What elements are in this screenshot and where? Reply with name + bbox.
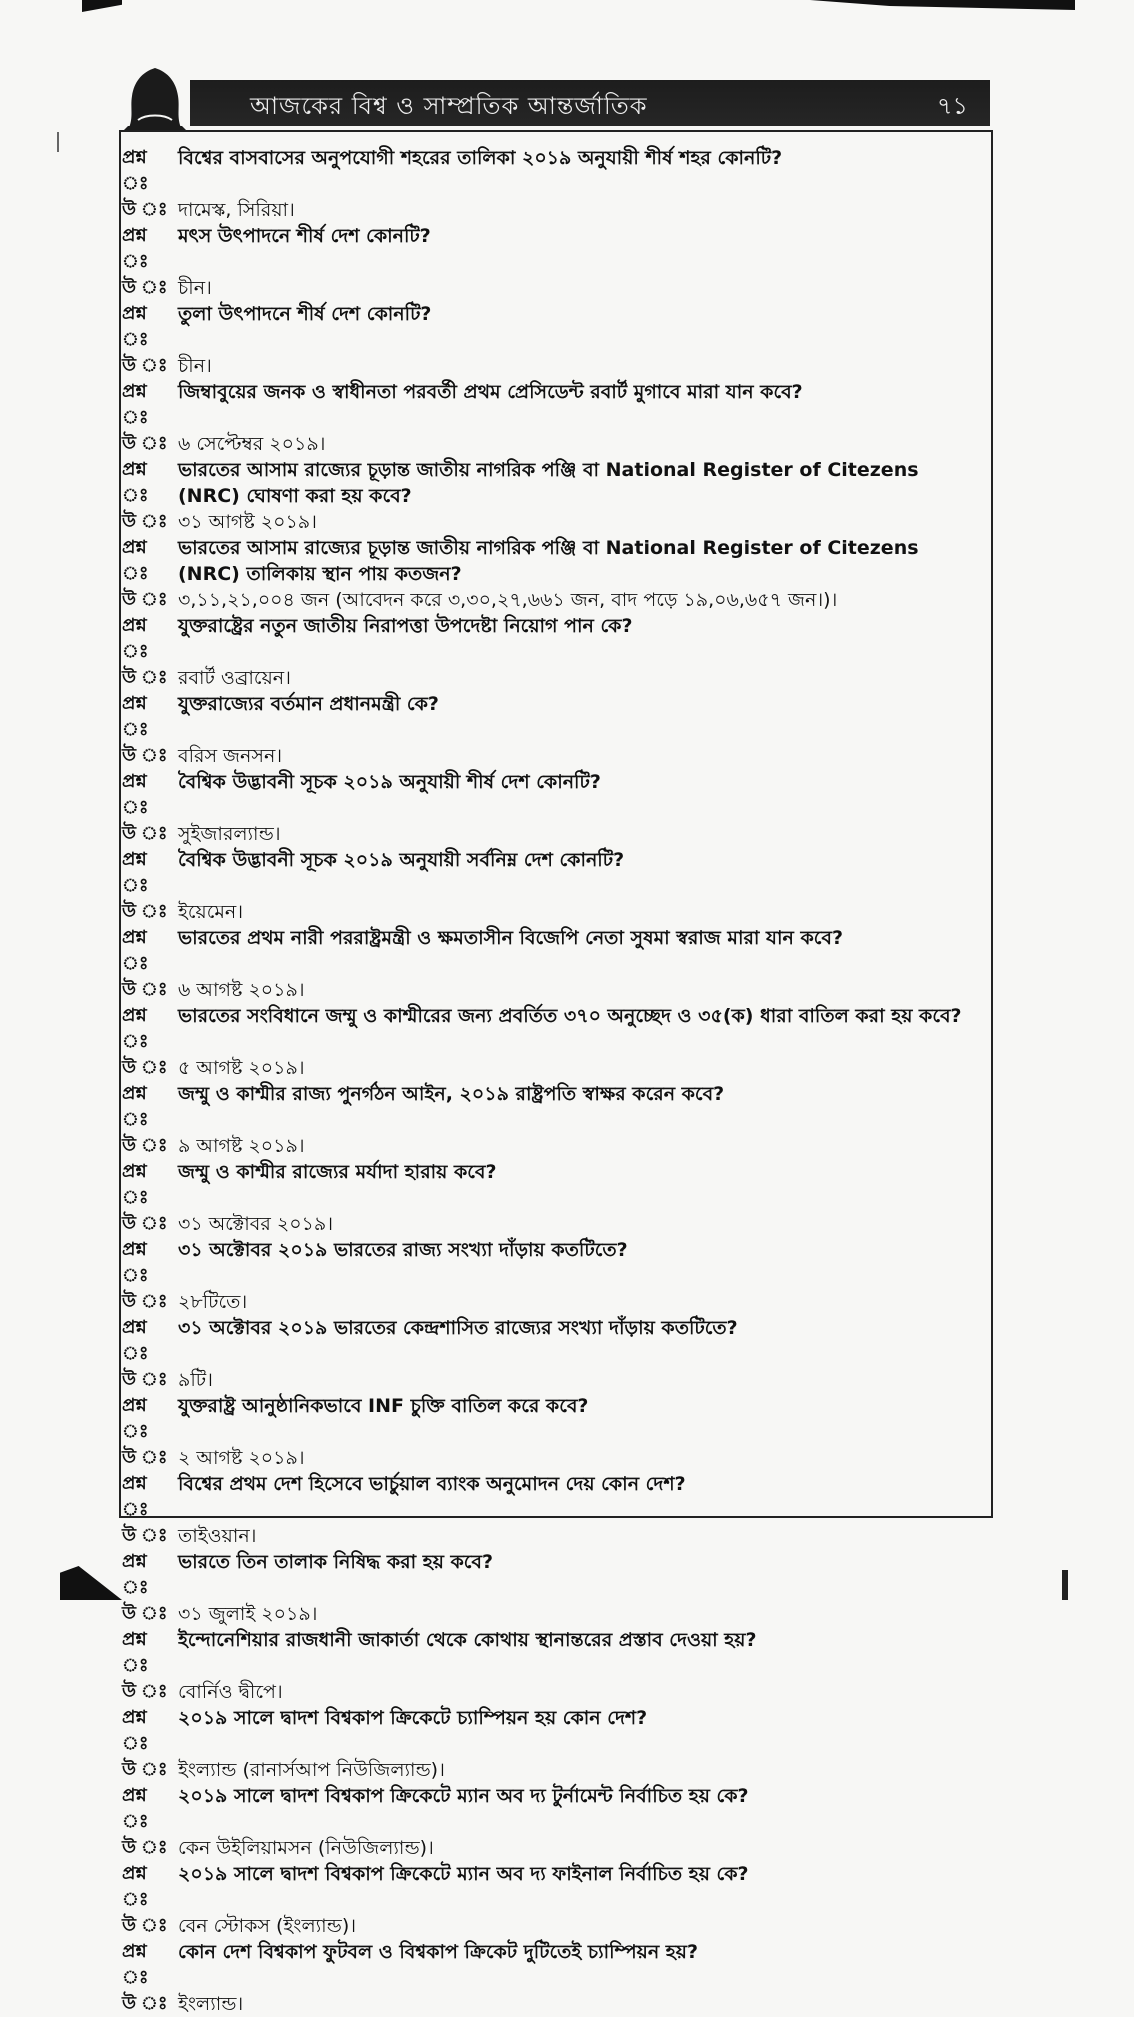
answer-marker: উ ঃ — [122, 511, 168, 532]
book-emblem-icon — [120, 64, 190, 136]
question-marker: প্রশ্ন ঃ — [122, 303, 149, 350]
question-row — [122, 1081, 982, 1133]
question-marker: প্রশ্ন ঃ — [122, 1629, 149, 1676]
answer-row — [122, 1991, 982, 2017]
question-marker: প্রশ্ন ঃ — [122, 147, 149, 194]
answer-marker: উ ঃ — [122, 1213, 168, 1234]
answer-marker: উ ঃ — [122, 1369, 168, 1390]
answer-marker: উ ঃ — [122, 277, 168, 298]
question-marker: প্রশ্ন ঃ — [122, 615, 149, 662]
question-marker: প্রশ্ন ঃ — [122, 1551, 149, 1598]
answer-marker: উ ঃ — [122, 1603, 168, 1624]
answer-row — [122, 1835, 982, 1861]
question-marker: প্রশ্ন ঃ — [122, 1941, 149, 1988]
answer-marker: উ ঃ — [122, 1135, 168, 1156]
answer-row — [122, 1211, 982, 1237]
question-text: জিম্বাবুয়ের জনক ও স্বাধীনতা পরবর্তী প্রথম প্রেসিডেন্ট রবার্ট মুগাবে মারা যান কবে? — [178, 381, 803, 403]
answer-text: কেন উইলিয়ামসন (নিউজিল্যান্ড)। — [178, 1837, 434, 1859]
answer-text: ২ আগষ্ট ২০১৯। — [178, 1447, 305, 1469]
question-row — [122, 1627, 982, 1679]
answer-text: ২৮টিতে। — [178, 1291, 248, 1313]
answer-text: ৩,১১,২১,০০৪ জন (আবেদন করে ৩,৩০,২৭,৬৬১ জন, বাদ পড়ে ১৯,০৬,৬৫৭ জন।)। — [178, 589, 838, 611]
answer-marker: উ ঃ — [122, 1837, 168, 1858]
answer-marker: উ ঃ — [122, 433, 168, 454]
question-text: ইন্দোনেশিয়ার রাজধানী জাকার্তা থেকে কোথায় স্থানান্তরের প্রস্তাব দেওয়া হয়? — [178, 1629, 757, 1651]
question-row — [122, 769, 982, 821]
question-marker: প্রশ্ন ঃ — [122, 1161, 149, 1208]
answer-text: ইংল্যান্ড। — [178, 1993, 244, 2015]
answer-marker: উ ঃ — [122, 1525, 168, 1546]
answer-text: ইংল্যান্ড (রানার্সআপ নিউজিল্যান্ড)। — [178, 1759, 445, 1781]
question-row — [122, 1003, 982, 1055]
question-row — [122, 925, 982, 977]
question-row — [122, 1237, 982, 1289]
question-marker: প্রশ্ন ঃ — [122, 459, 149, 506]
question-marker: প্রশ্ন ঃ — [122, 1005, 149, 1052]
answer-row — [122, 1523, 982, 1549]
question-row — [122, 301, 982, 353]
answer-marker: উ ঃ — [122, 199, 168, 220]
answer-row — [122, 665, 982, 691]
answer-text: ৯ আগষ্ট ২০১৯। — [178, 1135, 305, 1157]
answer-row — [122, 1367, 982, 1393]
question-text: যুক্তরাষ্ট্রের নতুন জাতীয় নিরাপত্তা উপদেষ্টা নিয়োগ পান কে? — [178, 615, 633, 637]
answer-marker: উ ঃ — [122, 1057, 168, 1078]
question-marker: প্রশ্ন ঃ — [122, 1083, 149, 1130]
answer-row — [122, 587, 982, 613]
answer-text: দামেস্ক, সিরিয়া। — [178, 199, 295, 221]
question-marker: প্রশ্ন ঃ — [122, 1863, 149, 1910]
scan-shadow-bottom-left — [60, 1566, 122, 1600]
answer-marker: উ ঃ — [122, 355, 168, 376]
question-text: ৩১ অক্টোবর ২০১৯ ভারতের রাজ্য সংখ্যা দাঁড়ায় কতটিতে? — [178, 1239, 628, 1261]
qa-list — [122, 145, 982, 2017]
answer-marker: উ ঃ — [122, 1759, 168, 1780]
answer-marker: উ ঃ — [122, 667, 168, 688]
question-text: যুক্তরাষ্ট্র আনুষ্ঠানিকভাবে INF চুক্তি বাতিল করে কবে? — [178, 1395, 589, 1417]
question-marker: প্রশ্ন ঃ — [122, 771, 149, 818]
answer-row — [122, 353, 982, 379]
question-row — [122, 1393, 982, 1445]
answer-text: চীন। — [178, 277, 212, 299]
answer-row — [122, 1679, 982, 1705]
answer-row — [122, 977, 982, 1003]
question-text: ভারতের প্রথম নারী পররাষ্ট্রমন্ত্রী ও ক্ষমতাসীন বিজেপি নেতা সুষমা স্বরাজ মারা যান কবে? — [178, 927, 843, 949]
question-marker: প্রশ্ন ঃ — [122, 1473, 149, 1520]
answer-text: তাইওয়ান। — [178, 1525, 257, 1547]
question-row — [122, 145, 982, 197]
question-marker: প্রশ্ন ঃ — [122, 381, 149, 428]
answer-text: ৩১ জুলাই ২০১৯। — [178, 1603, 318, 1625]
question-text: বিশ্বের প্রথম দেশ হিসেবে ভার্চুয়াল ব্যাংক অনুমোদন দেয় কোন দেশ? — [178, 1473, 686, 1495]
question-row — [122, 1705, 982, 1757]
answer-text: সুইজারল্যান্ড। — [178, 823, 281, 845]
scan-shadow-top-left — [82, 0, 122, 12]
question-text: ২০১৯ সালে দ্বাদশ বিশ্বকাপ ক্রিকেটে ম্যান অব দ্য ফাইনাল নির্বাচিত হয় কে? — [178, 1863, 749, 1885]
answer-row — [122, 1445, 982, 1471]
answer-row — [122, 431, 982, 457]
question-marker: প্রশ্ন ঃ — [122, 1317, 149, 1364]
answer-marker: উ ঃ — [122, 589, 168, 610]
question-row — [122, 379, 982, 431]
question-text: ভারতে তিন তালাক নিষিদ্ধ করা হয় কবে? — [178, 1551, 494, 1573]
answer-text: ৬ আগষ্ট ২০১৯। — [178, 979, 305, 1001]
question-text: জম্মু ও কাশ্মীর রাজ্য পুনর্গঠন আইন, ২০১৯ রাষ্ট্রপতি স্বাক্ষর করেন কবে? — [178, 1083, 725, 1105]
question-text: ৩১ অক্টোবর ২০১৯ ভারতের কেন্দ্রশাসিত রাজ্যের সংখ্যা দাঁড়ায় কতটিতে? — [178, 1317, 738, 1339]
scan-shadow-bottom-right — [1062, 1570, 1068, 1600]
question-marker: প্রশ্ন ঃ — [122, 1785, 149, 1832]
question-row — [122, 457, 982, 509]
question-row — [122, 1861, 982, 1913]
question-text: বৈশ্বিক উদ্ভাবনী সূচক ২০১৯ অনুযায়ী শীর্ষ দেশ কোনটি? — [178, 771, 601, 793]
answer-text: রবার্ট ওব্রায়েন। — [178, 667, 291, 689]
answer-text: বেন স্টোকস (ইংল্যান্ড)। — [178, 1915, 357, 1937]
question-marker: প্রশ্ন ঃ — [122, 693, 149, 740]
question-row — [122, 1471, 982, 1523]
question-row — [122, 535, 982, 587]
question-text: যুক্তরাজ্যের বর্তমান প্রধানমন্ত্রী কে? — [178, 693, 439, 715]
question-marker: প্রশ্ন ঃ — [122, 927, 149, 974]
page-number: ৭১ — [936, 92, 968, 120]
answer-text: বোর্নিও দ্বীপে। — [178, 1681, 283, 1703]
margin-mark — [57, 132, 59, 152]
answer-text: ৩১ আগষ্ট ২০১৯। — [178, 511, 317, 533]
answer-row — [122, 1055, 982, 1081]
question-marker: প্রশ্ন ঃ — [122, 1707, 149, 1754]
answer-text: ৯টি। — [178, 1369, 213, 1391]
question-row — [122, 1549, 982, 1601]
answer-row — [122, 1133, 982, 1159]
question-marker: প্রশ্ন ঃ — [122, 537, 149, 584]
answer-marker: উ ঃ — [122, 901, 168, 922]
question-text: বৈশ্বিক উদ্ভাবনী সূচক ২০১৯ অনুযায়ী সর্বনিম্ন দেশ কোনটি? — [178, 849, 625, 871]
question-text: বিশ্বের বাসবাসের অনুপযোগী শহরের তালিকা ২০১৯ অনুযায়ী শীর্ষ শহর কোনটি? — [178, 147, 783, 169]
question-text: জম্মু ও কাশ্মীর রাজ্যের মর্যাদা হারায় কবে? — [178, 1161, 497, 1183]
question-text: কোন দেশ বিশ্বকাপ ফুটবল ও বিশ্বকাপ ক্রিকেট দুটিতেই চ্যাম্পিয়ন হয়? — [178, 1941, 698, 1963]
header-title: আজকের বিশ্ব ও সাম্প্রতিক আন্তর্জাতিক — [250, 92, 648, 120]
answer-row — [122, 743, 982, 769]
question-text: ভারতের আসাম রাজ্যের চূড়ান্ত জাতীয় নাগরিক পঞ্জি বা National Register of Citezens (NRC) তালিকায় স্থান পায় কতজন? — [178, 537, 919, 585]
answer-marker: উ ঃ — [122, 979, 168, 1000]
question-marker: প্রশ্ন ঃ — [122, 1395, 149, 1442]
answer-marker: উ ঃ — [122, 1291, 168, 1312]
question-row — [122, 1159, 982, 1211]
scan-shadow-top-right — [810, 0, 1075, 10]
answer-text: চীন। — [178, 355, 212, 377]
answer-row — [122, 1601, 982, 1627]
question-text: ভারতের সংবিধানে জম্মু ও কাশ্মীরের জন্য প্রবর্তিত ৩৭০ অনুচ্ছেদ ও ৩৫(ক) ধারা বাতিল করা হয় কবে? — [178, 1005, 962, 1027]
question-marker: প্রশ্ন ঃ — [122, 1239, 149, 1286]
answer-text: বরিস জনসন। — [178, 745, 283, 767]
question-row — [122, 1783, 982, 1835]
answer-marker: উ ঃ — [122, 1447, 168, 1468]
answer-row — [122, 1757, 982, 1783]
answer-marker: উ ঃ — [122, 823, 168, 844]
answer-row — [122, 509, 982, 535]
question-row — [122, 1315, 982, 1367]
answer-marker: উ ঃ — [122, 1993, 168, 2014]
answer-row — [122, 821, 982, 847]
page-header — [190, 80, 990, 126]
question-row — [122, 1939, 982, 1991]
answer-text: ৩১ অক্টোবর ২০১৯। — [178, 1213, 334, 1235]
answer-text: ৬ সেপ্টেম্বর ২০১৯। — [178, 433, 326, 455]
answer-marker: উ ঃ — [122, 745, 168, 766]
question-text: ২০১৯ সালে দ্বাদশ বিশ্বকাপ ক্রিকেটে চ্যাম্পিয়ন হয় কোন দেশ? — [178, 1707, 648, 1729]
question-marker: প্রশ্ন ঃ — [122, 225, 149, 272]
question-row — [122, 847, 982, 899]
answer-row — [122, 1289, 982, 1315]
question-row — [122, 223, 982, 275]
answer-marker: উ ঃ — [122, 1915, 168, 1936]
question-text: ২০১৯ সালে দ্বাদশ বিশ্বকাপ ক্রিকেটে ম্যান অব দ্য টুর্নামেন্ট নির্বাচিত হয় কে? — [178, 1785, 749, 1807]
answer-row — [122, 197, 982, 223]
answer-text: ৫ আগষ্ট ২০১৯। — [178, 1057, 305, 1079]
question-row — [122, 613, 982, 665]
answer-text: ইয়েমেন। — [178, 901, 244, 923]
question-marker: প্রশ্ন ঃ — [122, 849, 149, 896]
answer-marker: উ ঃ — [122, 1681, 168, 1702]
answer-row — [122, 899, 982, 925]
question-text: তুলা উৎপাদনে শীর্ষ দেশ কোনটি? — [178, 303, 432, 325]
question-row — [122, 691, 982, 743]
question-text: মৎস উৎপাদনে শীর্ষ দেশ কোনটি? — [178, 225, 431, 247]
answer-row — [122, 275, 982, 301]
question-text: ভারতের আসাম রাজ্যের চূড়ান্ত জাতীয় নাগরিক পঞ্জি বা National Register of Citezens (NRC) ঘোষণা করা হয় কবে? — [178, 459, 919, 507]
answer-row — [122, 1913, 982, 1939]
